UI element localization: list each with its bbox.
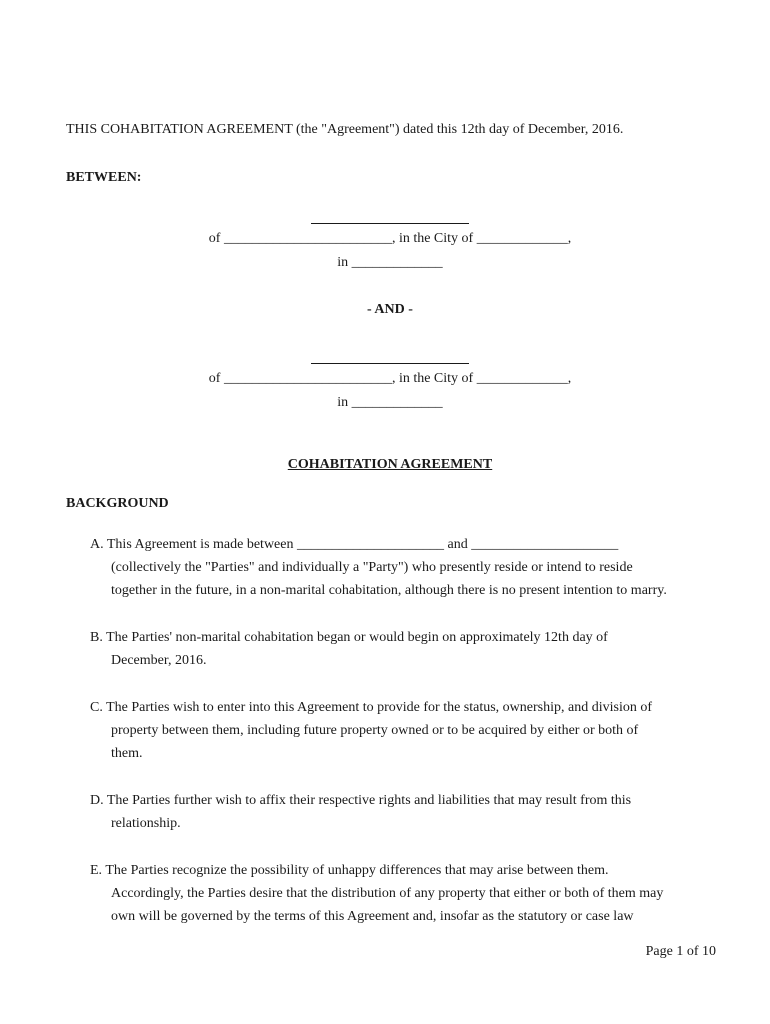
clause-text: relationship. bbox=[111, 816, 181, 831]
clause-text: property between them, including future property owned or to be acquired by either or both of bbox=[111, 723, 639, 738]
clause-c bbox=[90, 696, 730, 765]
clause-text: (collectively the "Parties" and individually a "Party") who presently reside or intend to reside bbox=[111, 560, 633, 575]
party1-in-line: in _____________ bbox=[337, 255, 443, 270]
between-label: BETWEEN: bbox=[66, 170, 142, 185]
party2-address-line: of ________________________, in the City of _____________, bbox=[208, 371, 572, 386]
party2-name-line bbox=[311, 363, 469, 364]
clause-d bbox=[90, 789, 730, 835]
background-heading: BACKGROUND bbox=[66, 496, 169, 511]
clause-letter: D. bbox=[90, 793, 104, 808]
party2-in-line: in _____________ bbox=[337, 395, 443, 410]
clause-text: Accordingly, the Parties desire that the distribution of any property that either or both of them may bbox=[111, 886, 664, 901]
clause-text: December, 2016. bbox=[111, 653, 207, 668]
and-separator: - AND - bbox=[367, 302, 413, 317]
clause-text: The Parties further wish to affix their respective rights and liabilities that may result from this bbox=[106, 793, 632, 808]
clause-text: This Agreement is made between _____________________ and _____________________ bbox=[106, 537, 619, 552]
clause-a bbox=[90, 533, 730, 602]
clause-text: together in the future, in a non-marital cohabitation, although there is no present intention to marry. bbox=[111, 583, 667, 598]
intro-paragraph: THIS COHABITATION AGREEMENT (the "Agreement") dated this 12th day of December, 2016. bbox=[66, 122, 624, 137]
page-number: Page 1 of 10 bbox=[645, 944, 716, 959]
party1-name-line bbox=[311, 223, 469, 224]
clause-text: The Parties' non-marital cohabitation began or would begin on approximately 12th day of bbox=[106, 630, 608, 645]
party1-address-line: of ________________________, in the City of _____________, bbox=[208, 231, 572, 246]
clause-letter: C. bbox=[90, 700, 103, 715]
clause-letter: E. bbox=[90, 863, 103, 878]
clause-b bbox=[90, 626, 730, 672]
clause-text: The Parties recognize the possibility of unhappy differences that may arise between them. bbox=[105, 863, 609, 878]
clause-e bbox=[90, 859, 730, 928]
clause-text: own will be governed by the terms of this Agreement and, insofar as the statutory or case law bbox=[111, 909, 634, 924]
clause-letter: A. bbox=[90, 537, 104, 552]
agreement-heading: COHABITATION AGREEMENT bbox=[287, 457, 493, 472]
clause-letter: B. bbox=[90, 630, 103, 645]
clause-text: The Parties wish to enter into this Agreement to provide for the status, ownership, and division of bbox=[106, 700, 652, 715]
clause-text: them. bbox=[111, 746, 143, 761]
